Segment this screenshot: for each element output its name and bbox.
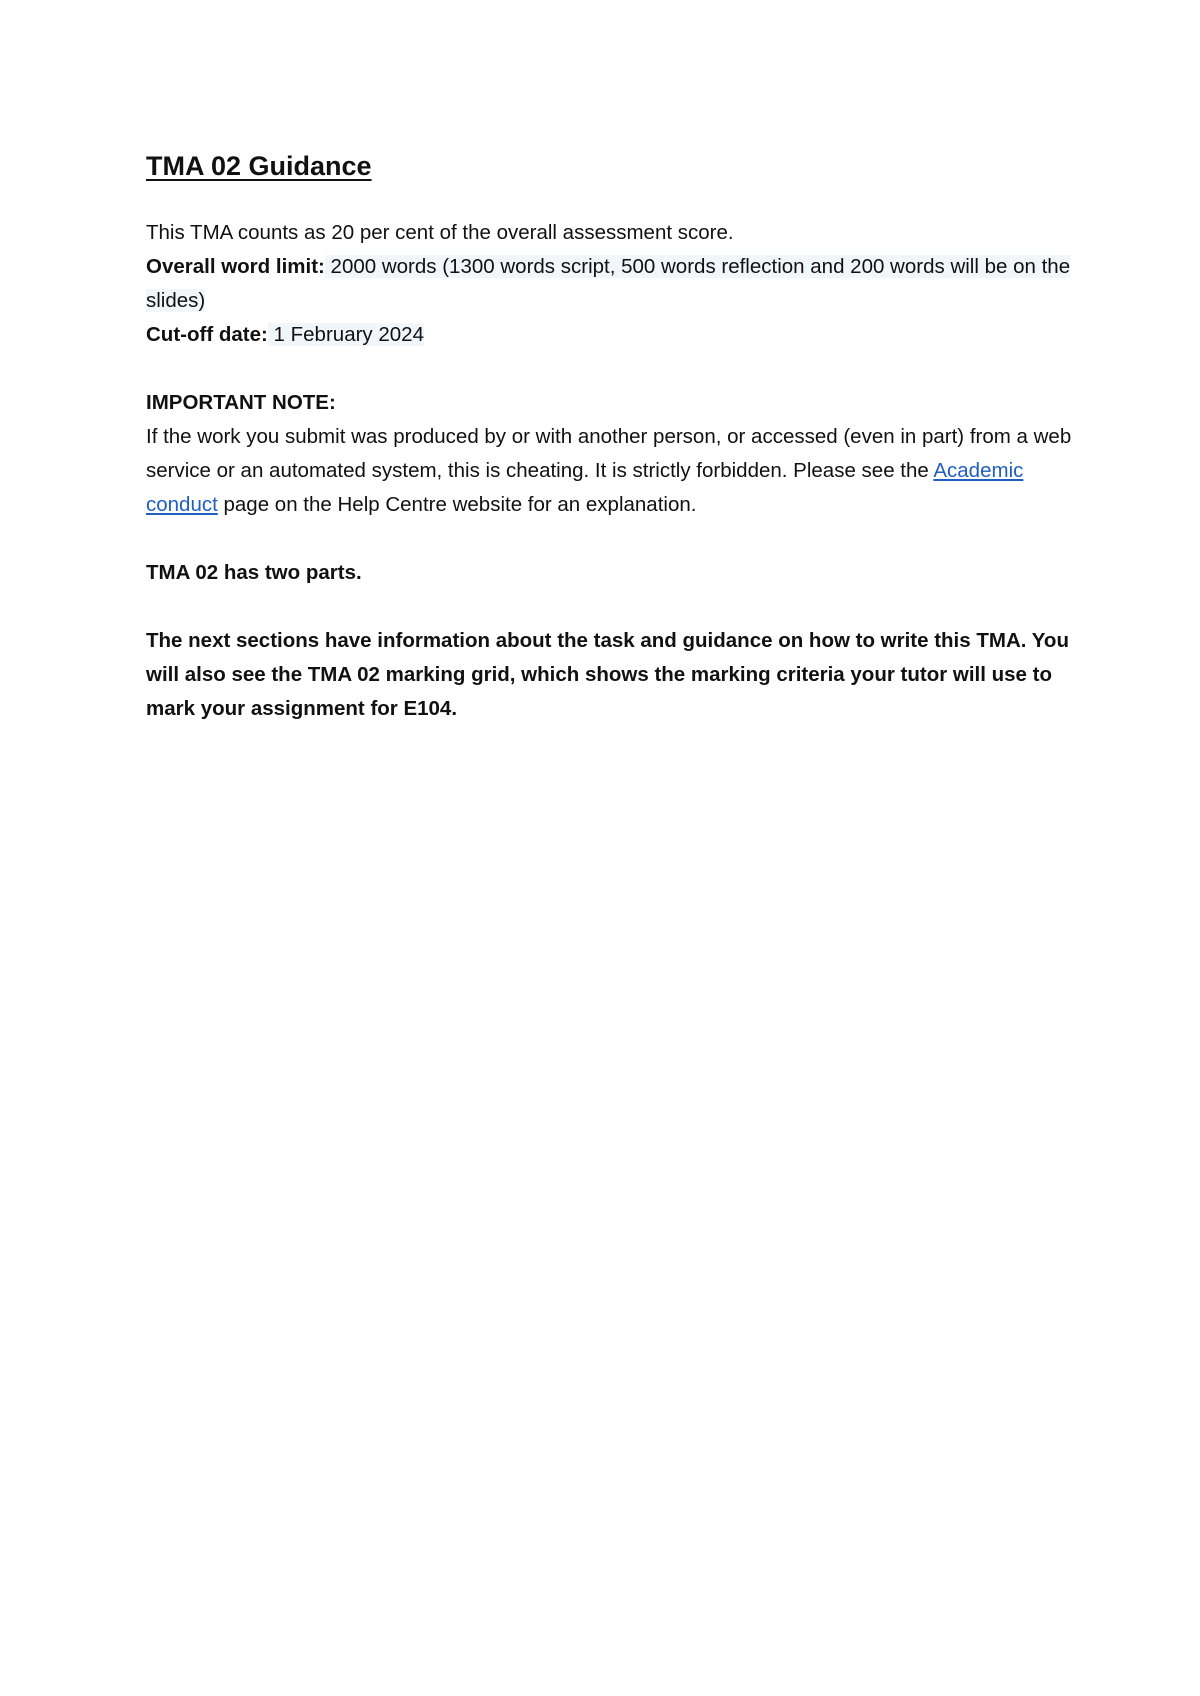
parts-text: TMA 02 has two parts. [146,561,362,584]
spacer [146,352,1076,386]
spacer [146,590,1076,624]
document-page [146,146,1076,726]
cutoff-line [146,318,1076,352]
spacer [146,522,1076,556]
important-note-text-before: If the work you submit was produced by or with another person, or accessed (even in part) from a web service or an automated system, this is cheating. It is strictly forbidden. Please see the [146,425,1072,482]
important-note-heading: IMPORTANT NOTE: [146,391,336,414]
word-limit-line [146,250,1076,318]
cutoff-value: 1 February 2024 [267,323,424,346]
academic-conduct-link[interactable]: Academic conduct [146,459,1024,516]
weighting-text: This TMA counts as 20 per cent of the overall assessment score. [146,221,734,244]
word-limit-value: 2000 words (1300 words script, 500 words reflection and 200 words will be on the slides) [146,255,1071,312]
next-sections-text: The next sections have information about the task and guidance on how to write this TMA. You will also see the TMA 02 marking grid, which shows the marking criteria your tutor will use to mark your assignment for E104. [146,629,1069,720]
important-note-text [146,420,1076,522]
cutoff-label: Cut-off date: [146,323,268,346]
word-limit-label: Overall word limit: [146,255,325,278]
important-note-text-after: page on the Help Centre website for an explanation. [217,493,697,516]
page-title: TMA 02 Guidance [146,151,372,181]
